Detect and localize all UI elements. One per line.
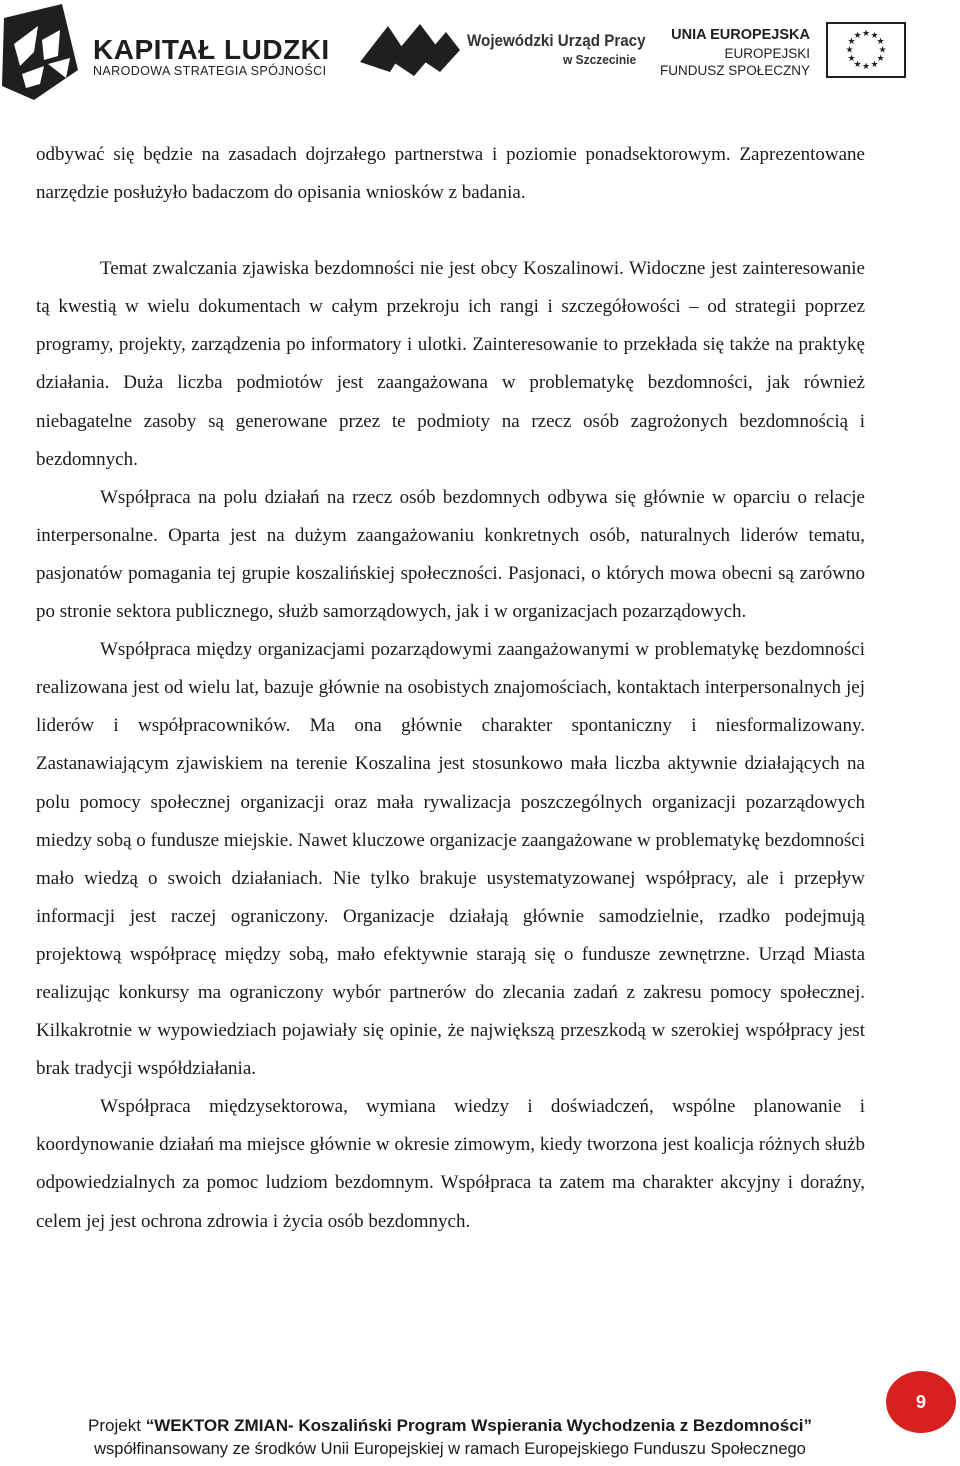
wup-name-line1: Wojewódzki Urząd Pracy	[467, 32, 646, 50]
wup-name-line2: w Szczecinie	[563, 52, 637, 67]
eu-flag-icon	[826, 22, 906, 78]
wup-logo-icon	[360, 20, 460, 80]
footer-project-title: “WEKTOR ZMIAN- Koszaliński Program Wspierania Wychodzenia z Bezdomności”	[145, 1416, 812, 1435]
svg-text:★: ★	[876, 37, 885, 47]
paragraph-1: odbywać się będzie na zasadach dojrzałego partnerstwa i poziomie ponadsektorowym. Zaprezentowane narzędzie posłużyło badaczom do opisania wniosków z badania.	[36, 144, 865, 204]
eu-name-line3: FUNDUSZ SPOŁECZNY	[659, 63, 810, 78]
page-header	[0, 0, 960, 110]
svg-text:★: ★	[845, 45, 854, 56]
footer-project-prefix: Projekt	[88, 1416, 146, 1435]
svg-text:★: ★	[847, 54, 856, 64]
svg-text:★: ★	[878, 45, 887, 56]
svg-text:★: ★	[847, 37, 856, 47]
eu-name-line2: EUROPEJSKI	[724, 46, 810, 61]
paragraph-2: Temat zwalczania zjawiska bezdomności nie jest obcy Koszalinowi. Widoczne jest zainteresowanie tą kwestią w wielu dokumentach w całym przekroju ich rangi i szczegółowości – od strategii poprzez programy, projekty, zarządzenia po informatory i ulotki. Zainteresowanie to przekłada się także na praktykę działania. Duża liczba podmiotów jest zaangażowana w problematykę bezdomności, jak również niebagatelne zasoby są generowane przez te podmioty na rzecz osób zagrożonych bezdomnością i bezdomnych.	[36, 258, 865, 470]
paragraph-3: Współpraca na polu działań na rzecz osób bezdomnych odbywa się głównie w oparciu o relacje interpersonalne. Oparta jest na dużym zaangażowaniu konkretnych osób, naturalnych liderów tematu, pasjonatów pomagania tej grupie koszalińskiej społeczności. Pasjonaci, o których mowa obecni są zarówno po stronie sektora publicznego, służb samorządowych, jak i w organizacjach pozarządowych.	[36, 486, 865, 623]
eu-name-line1: UNIA EUROPEJSKA	[671, 27, 810, 43]
footer-funding-line: współfinansowany ze środków Unii Europejskiej w ramach Europejskiego Funduszu Społecznego	[94, 1440, 806, 1458]
kapital-ludzki-title: KAPITAŁ LUDZKI	[93, 34, 330, 65]
svg-text:★: ★	[853, 60, 862, 70]
kapital-ludzki-subtitle: NARODOWA STRATEGIA SPÓJNOŚCI	[93, 64, 327, 78]
page-number-badge: 9	[886, 1371, 956, 1433]
svg-text:★: ★	[876, 54, 885, 64]
footer-project-line	[0, 1416, 900, 1436]
paragraph-gap	[36, 212, 865, 250]
svg-text:★: ★	[861, 29, 871, 39]
wup-logo	[360, 20, 650, 80]
kapital-ludzki-logo	[0, 0, 330, 104]
svg-text:★: ★	[853, 31, 862, 41]
svg-text:★: ★	[870, 60, 879, 70]
svg-text:★: ★	[870, 31, 879, 41]
eu-logo	[659, 22, 958, 92]
paragraph-4: Współpraca między organizacjami pozarządowymi zaangażowanymi w problematykę bezdomności realizowana jest od wielu lat, bazuje głównie na osobistych znajomościach, kontaktach interpersonalnych jej liderów i współpracowników. Ma ona głównie charakter spontaniczny i niesformalizowany. Zastanawiającym zjawiskiem na terenie Koszalina jest stosunkowo mała liczba aktywnie działających na polu pomocy społecznej organizacji oraz mała rywalizacja poszczególnych organizacji pozarządowych miedzy sobą o fundusze miejskie. Nawet kluczowe organizacje zaangażowane w problematykę bezdomności mało wiedzą o swoich działaniach. Nie tylko brakuje usystematyzowanej współpracy, ale i przepływ informacji jest raczej ograniczony. Organizacje działają głównie samodzielnie, rzadko podejmują projektową współpracę między sobą, mało efektywnie starają się o fundusze zewnętrzne. Urząd Miasta realizując konkursy ma ograniczony wybór partnerów do zlecania zadań z zakresu pomocy społecznej. Kilkakrotnie w wypowiedziach pojawiały się opinie, że największą przeszkodą w szerokiej współpracy jest brak tradycji współdziałania.	[36, 639, 865, 1080]
paragraph-5: Współpraca międzysektorowa, wymiana wiedzy i doświadczeń, wspólne planowanie i koordynowanie działań ma miejsce głównie w okresie zimowym, kiedy tworzona jest koalicja różnych służb odpowiedzialnych za pomoc ludziom bezdomnym. Współpraca ta zatem ma charakter akcyjny i doraźny, celem jej jest ochrona zdrowia i życia osób bezdomnych.	[36, 1096, 865, 1232]
kapital-ludzki-logo-icon	[0, 0, 90, 104]
document-body	[36, 136, 865, 1241]
svg-text:★: ★	[861, 62, 871, 72]
